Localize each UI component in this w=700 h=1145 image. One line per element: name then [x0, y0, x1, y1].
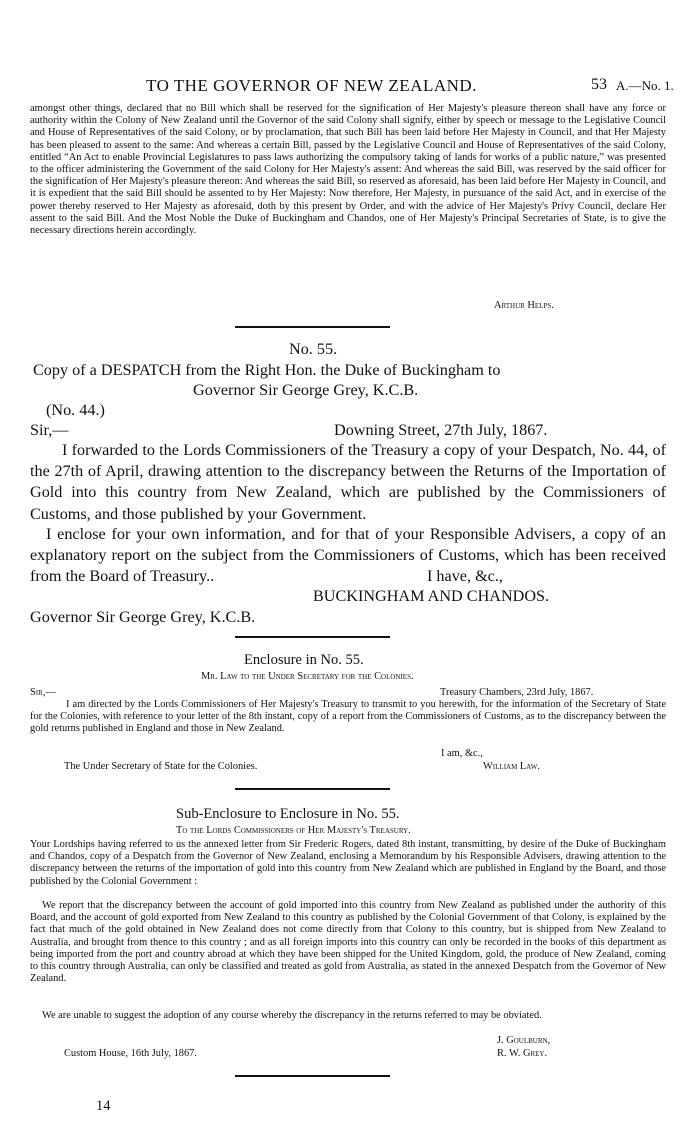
enclosure-body: I am directed by the Lords Commissioners of Her Majesty's Treasury to transmit to you herewith, for the information of the Secretary of State for the Colonies, with reference to your letter of the 8th instant, copy of a report from the Commissioners of Customs, as to the discrepancy between the gold returns published in England and those in New Zealand.	[30, 699, 666, 735]
sub-enclosure-paragraph-3: We are unable to suggest the adoption of any course whereby the discrepancy in the returns referred to may be obviated.	[42, 1010, 542, 1021]
running-header-title: TO THE GOVERNOR OF NEW ZEALAND.	[146, 76, 477, 95]
despatch-signature: BUCKINGHAM AND CHANDOS.	[313, 587, 550, 605]
page-number: 53	[591, 76, 607, 93]
enclosure-addressee: The Under Secretary of State for the Colonies.	[64, 761, 258, 772]
enclosure-salutation: Sir,—	[30, 687, 56, 698]
despatch-title-line1: Copy of a DESPATCH from the Right Hon. the Duke of Buckingham to	[33, 361, 501, 379]
despatch-title-line2: Governor Sir George Grey, K.C.B.	[193, 381, 419, 399]
enclosure-place-date: Treasury Chambers, 23rd July, 1867.	[440, 687, 594, 698]
section-divider	[235, 788, 390, 790]
intro-signature: Arthur Helps.	[494, 300, 554, 311]
despatch-place-date: Downing Street, 27th July, 1867.	[334, 421, 548, 439]
despatch-addressee: Governor Sir George Grey, K.C.B.	[30, 608, 256, 626]
section-divider	[235, 1075, 390, 1077]
intro-paragraph: amongst other things, declared that no Bill which shall be reserved for the signification of Her Majesty's pleasure thereon shall have any force or authority within the Colony of New Zealand until the Governor of the said Colony shall signify, either by speech or message to the Legislative Council and House of Representatives of the said Colony, or by proclamation, that such Bill has been laid before Her Majesty in Council, and that Her Majesty has been pleased to assent to the same: And whereas a certain Bill, passed by the Legislative Council and House of Representatives of the said Colony, entitled “An Act to enable Provincial Legislatures to pass laws authorizing the compulsory taking of lands for works of a public nature,” was presented to the officer administering the Government of the said Colony for Her Majesty's assent: And whereas the said Bill, was reserved by the said officer for the signification of Her Majesty's pleasure thereon: And whereas the said Bill, so reserved as aforesaid, has been laid before Her Majesty in Council, and it is expedient that the said Bill should be assented to by Her Majesty: Now therefore, Her Majesty, in pursuance of the said Act, and in exercise of the power thereby reserved to Her Majesty as aforesaid, doth by this present by Order, and with the advice of Her Majesty's Privy Council, declare Her assent to the said Bill. And the Most Noble the Duke of Buckingham and Chandos, one of Her Majesty's Principal Secretaries of State, is to give the necessary directions herein accordingly.	[30, 103, 666, 237]
sub-enclosure-paragraph-2: We report that the discrepancy between the account of gold imported into this country from New Zealand as published under the authority of this Board, and the account of gold exported from New Zealand to this country as published by the Colonial Government of that Colony, is explained by the fact that much of the gold obtained in New Zealand does not come directly from that Colony to this country, but is shipped from New Zealand to Australia, and brought from thence to this country ; and as all foreign imports into this country can only be recorded in the books of this department as being imported from the port and country abroad at which they have been shipped for the United Kingdom, gold, the produce of New Zealand, coming to this country through Australia, can only be classified and treated as gold from Australia, as stated in the annexed Despatch from the Governor of New Zealand.	[30, 900, 666, 985]
sub-enclosure-signatory-2: R. W. Grey.	[497, 1048, 548, 1059]
enclosure-signature: William Law.	[483, 761, 540, 772]
enclosure-closing: I am, &c.,	[441, 748, 483, 759]
despatch-reference: (No. 44.)	[46, 401, 105, 419]
enclosure-subheading: Mr. Law to the Under Secretary for the Colonies.	[201, 671, 414, 682]
despatch-paragraph-2: I enclose for your own information, and for that of your Responsible Advisers, a copy of an explanatory report on the subject from the Commissioners of Customs, which has been received from the Board of Treasury..	[30, 525, 666, 586]
sub-enclosure-signatory-1: J. Goulburn,	[497, 1035, 551, 1046]
sheet-number: 14	[96, 1098, 111, 1114]
sub-enclosure-subheading: To the Lords Commissioners of Her Majesty's Treasury.	[176, 825, 411, 836]
document-number: A.—No. 1.	[616, 78, 674, 93]
section-divider	[235, 636, 390, 638]
despatch-salutation: Sir,—	[30, 421, 69, 439]
enclosure-heading: Enclosure in No. 55.	[244, 652, 364, 668]
despatch-closing: I have, &c.,	[427, 567, 503, 585]
section-divider	[235, 326, 390, 328]
despatch-number-heading: No. 55.	[289, 340, 338, 358]
sub-enclosure-paragraph-1: Your Lordships having referred to us the annexed letter from Sir Frederic Rogers, dated 8th instant, transmitting, by desire of the Duke of Buckingham and Chandos, copy of a Despatch from the Governor of New Zealand, enclosing a Memorandum by his Responsible Advisers, drawing attention to the discrepancy between the returns of the importation of gold into this country from New Zealand which are published in England by the Board, and those published by the Colonial Government :	[30, 839, 666, 887]
sub-enclosure-place-date: Custom House, 16th July, 1867.	[64, 1048, 197, 1059]
despatch-paragraph-1: I forwarded to the Lords Commissioners of the Treasury a copy of your Despatch, No. 44, of the 27th of April, drawing attention to the discrepancy between the Returns of the Importation of Gold into this country from New Zealand, which are published by the Commissioners of Customs, and those published by your Government.	[30, 441, 666, 523]
sub-enclosure-heading: Sub-Enclosure to Enclosure in No. 55.	[176, 806, 400, 822]
